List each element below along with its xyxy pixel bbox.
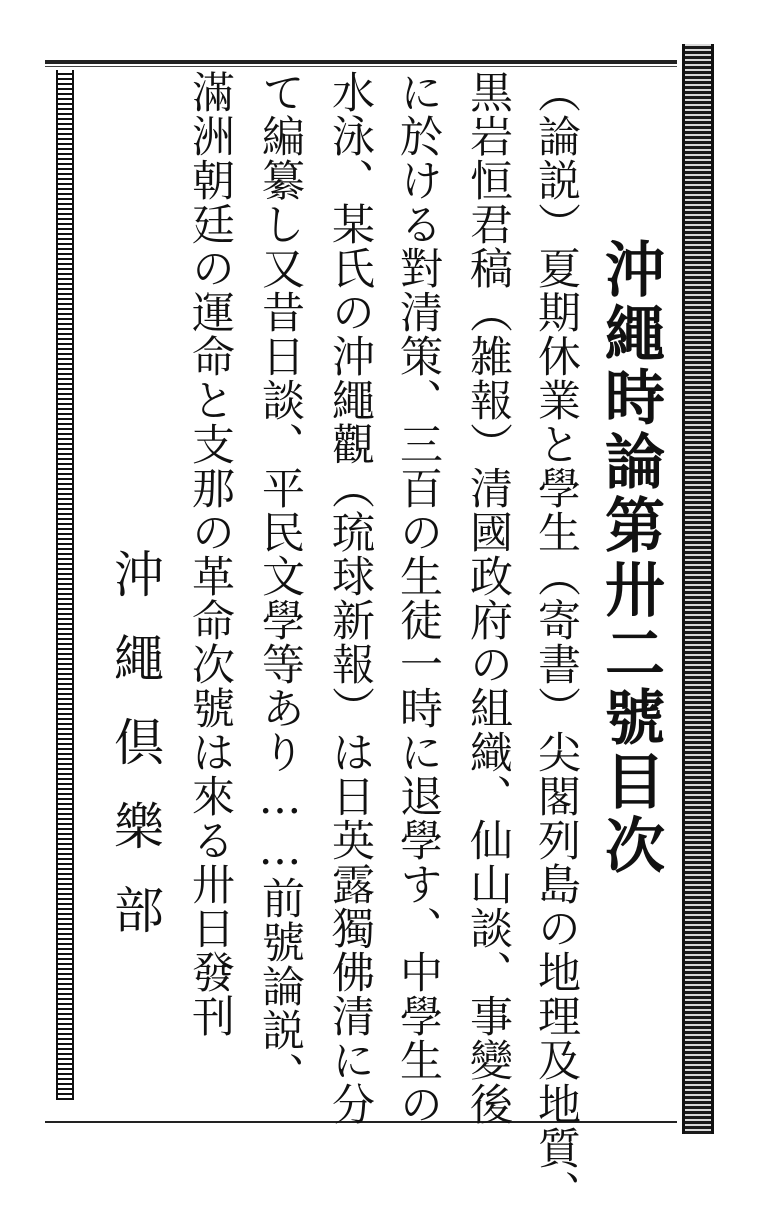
advertisement-text — [92, 70, 670, 1214]
top-rule-thin — [45, 66, 677, 67]
body-line-3: に於ける對清策、三百の生徒一時に退學す、中學生の — [393, 70, 443, 1126]
body-line-2: 黒岩恒君稿（雑報）清國政府の組織、仙山談、事變後 — [463, 70, 513, 1126]
body-line-6: 滿洲朝廷の運命と支那の革命次號は來る卅日發刊 — [185, 70, 235, 1038]
left-ornamental-border — [56, 70, 74, 1100]
table-of-contents-title: 沖繩時論第卅二號目次 — [595, 238, 665, 878]
body-line-4: 水泳、某氏の沖繩觀（琉球新報）は日英露獨佛清に分 — [325, 70, 375, 1126]
publisher-name: 沖繩倶樂部 — [106, 548, 164, 968]
top-rule — [45, 60, 677, 64]
right-ornamental-border — [682, 44, 714, 1134]
body-line-1: （論説）夏期休業と學生（寄書）尖閣列島の地理及地質、 — [531, 70, 581, 1214]
body-line-5: て編纂し又昔日談、平民文學等あり……前號論説、 — [255, 70, 305, 1096]
